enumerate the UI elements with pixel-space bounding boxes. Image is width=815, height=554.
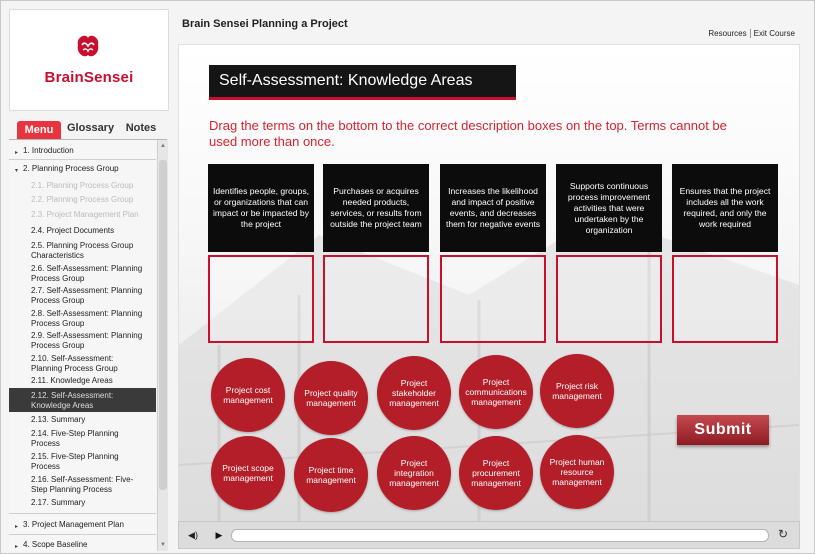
instruction-text: Drag the terms on the bottom to the correct description boxes on the top. Terms cannot be used more than once. xyxy=(209,118,727,149)
collapse-arrow-icon: ▾ xyxy=(15,168,19,174)
play-icon[interactable]: ▶ xyxy=(215,530,223,540)
drop-zone[interactable] xyxy=(208,255,314,343)
description-box: Increases the likelihood and impact of positive events, and decreases them for negative events xyxy=(440,164,546,252)
resources-link[interactable]: Resources xyxy=(708,29,747,38)
brain-logo-icon xyxy=(74,33,102,63)
submit-button[interactable]: Submit xyxy=(677,415,769,445)
replay-icon[interactable]: ↻ xyxy=(777,527,789,541)
divider xyxy=(9,513,156,514)
tab-menu[interactable]: Menu xyxy=(17,121,61,139)
logo-box xyxy=(9,9,169,111)
course-title: Brain Sensei Planning a Project xyxy=(182,18,348,30)
menu-list: ▸ 1. Introduction ▾ 2. Planning Process Group 2.1. Planning Process Group 2.2. Planning Process Group 2.3. Project Management Plan 2.4. Project Documents 2.5. Planning Process Group Characteristics 2.6. Self-Assessment: Planning Process Group 2.7. Self-Assessment: Planning Process Group 2.8. Self-Assessment: Planning Process Group 2.9. Self-Assessment: Planning Process Group 2.10. Self-Assessment: Planning Process Group 2.11. Knowledge Areas 2.12. Self-Assessment: Knowledge Areas 2.13. Summary 2.14. Five-Step Planning Process 2.15. Five-Step Planning Process 2.16. Self-Assessment: Five-Step Planning Process 2.17. Summary ▸ 3. Project Management Plan ▸ 4. Scope Baseline xyxy=(9,140,156,551)
scroll-down-icon[interactable]: ▼ xyxy=(160,542,166,548)
page-title: Self-Assessment: Knowledge Areas xyxy=(219,72,473,89)
sidebar-tabs xyxy=(9,117,167,140)
scrollbar-thumb[interactable] xyxy=(159,160,167,490)
brand-logo-text: BrainSensei xyxy=(44,69,134,86)
menu-scrollbar[interactable] xyxy=(157,140,168,551)
term-project-quality-management[interactable]: Project quality management xyxy=(294,361,368,435)
activity-stage xyxy=(178,44,800,522)
term-project-time-management[interactable]: Project time management xyxy=(294,438,368,512)
term-project-risk-management[interactable]: Project risk management xyxy=(540,354,614,428)
drop-zone[interactable] xyxy=(672,255,778,343)
drop-zone[interactable] xyxy=(556,255,662,343)
term-project-stakeholder-management[interactable]: Project stakeholder management xyxy=(377,356,451,430)
page-title-banner xyxy=(209,65,516,100)
description-box: Supports continuous process improvement activities that were undertaken by the organization xyxy=(556,164,662,252)
term-project-human-resource-management[interactable]: Project human resource management xyxy=(540,435,614,509)
exit-course-link[interactable]: Exit Course xyxy=(753,29,795,38)
term-project-cost-management[interactable]: Project cost management xyxy=(211,358,285,432)
media-player-bar xyxy=(178,521,800,549)
term-project-communications-management[interactable]: Project communications management xyxy=(459,355,533,429)
header-links xyxy=(705,29,798,38)
description-box: Purchases or acquires needed products, services, or results from outside the project team xyxy=(323,164,429,252)
progress-track[interactable] xyxy=(231,529,769,542)
sidebar xyxy=(9,9,167,551)
divider xyxy=(9,159,156,160)
expand-arrow-icon: ▸ xyxy=(15,544,19,550)
tab-notes[interactable]: Notes xyxy=(125,122,157,134)
scroll-up-icon[interactable]: ▲ xyxy=(160,143,166,149)
drop-zone[interactable] xyxy=(440,255,546,343)
description-box: Identifies people, groups, or organizations that can impact or be impacted by the project xyxy=(208,164,314,252)
drop-zone[interactable] xyxy=(323,255,429,343)
term-project-integration-management[interactable]: Project integration management xyxy=(377,436,451,510)
description-box: Ensures that the project includes all the work required, and only the work required xyxy=(672,164,778,252)
tab-glossary[interactable]: Glossary xyxy=(67,122,115,134)
expand-arrow-icon: ▸ xyxy=(15,150,19,156)
term-project-procurement-management[interactable]: Project procurement management xyxy=(459,436,533,510)
speaker-icon[interactable]: ◀) xyxy=(188,530,198,540)
expand-arrow-icon: ▸ xyxy=(15,524,19,530)
menu-item-2-12-current[interactable]: 2.12. Self-Assessment: Knowledge Areas xyxy=(9,388,156,412)
divider xyxy=(9,534,156,535)
term-project-scope-management[interactable]: Project scope management xyxy=(211,436,285,510)
